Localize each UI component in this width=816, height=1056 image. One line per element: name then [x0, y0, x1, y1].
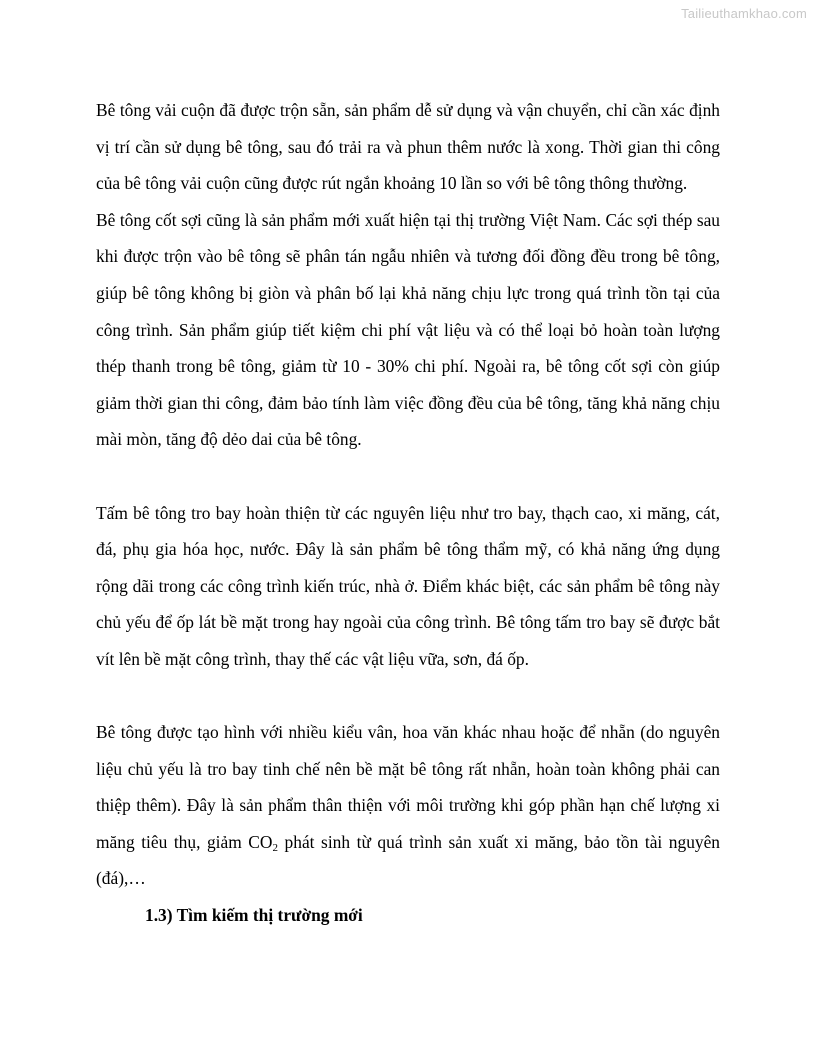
section-heading: 1.3) Tìm kiếm thị trường mới	[145, 905, 363, 926]
watermark-text: Tailieuthamkhao.com	[681, 6, 807, 21]
paragraph-spacer	[96, 678, 720, 715]
paragraph-spacer	[96, 458, 720, 495]
document-body	[96, 92, 720, 933]
paragraph-rolled-concrete: Bê tông vải cuộn đã được trộn sẵn, sản phẩm dễ sử dụng và vận chuyển, chỉ cần xác định vị trí cần sử dụng bê tông, sau đó trải ra và phun thêm nước là xong. Thời gian thi công của bê tông vải cuộn cũng được rút ngắn khoảng 10 lần so với bê tông thông thường.	[96, 100, 720, 194]
paragraph-text-part: Bê tông được tạo hình với nhiều kiểu vân, hoa văn khác nhau hoặc để nhẵn (do nguyên liệu chủ yếu là tro bay tinh chế nên bề mặt bê tông rất nhẵn, hoàn toàn không phải can thiệp thêm). Đây là sản phẩm thân thiện với môi trường khi góp phần hạn chế lượng xi măng tiêu thụ, giảm CO	[96, 722, 720, 852]
co2-subscript: 2	[272, 841, 278, 854]
paragraph-eco-concrete	[96, 714, 720, 897]
paragraph-text-part: phát sinh từ quá trình sản xuất xi măng, bảo tồn tài nguyên (đá),…	[96, 831, 720, 889]
paragraph-fly-ash-panel: Tấm bê tông tro bay hoàn thiện từ các nguyên liệu như tro bay, thạch cao, xi măng, cát, đá, phụ gia hóa học, nước. Đây là sản phẩm bê tông thẩm mỹ, có khả năng ứng dụng rộng dãi trong các công trình kiến trúc, nhà ở. Điểm khác biệt, các sản phẩm bê tông này chủ yếu để ốp lát bề mặt trong hay ngoài của công trình. Bê tông tấm tro bay sẽ được bắt vít lên bề mặt công trình, thay thế các vật liệu vữa, sơn, đá ốp.	[96, 502, 720, 669]
paragraph-fiber-concrete: Bê tông cốt sợi cũng là sản phẩm mới xuất hiện tại thị trường Việt Nam. Các sợi thép sau khi được trộn vào bê tông sẽ phân tán ngẫu nhiên và tương đối đồng đều trong bê tông, giúp bê tông không bị giòn và phân bố lại khả năng chịu lực trong quá trình tồn tại của công trình. Sản phẩm giúp tiết kiệm chi phí vật liệu và có thể loại bỏ hoàn toàn lượng thép thanh trong bê tông, giảm từ 10 - 30% chi phí. Ngoài ra, bê tông cốt sợi còn giúp giảm thời gian thi công, đảm bảo tính làm việc đồng đều của bê tông, tăng khả năng chịu mài mòn, tăng độ dẻo dai của bê tông.	[96, 209, 720, 450]
